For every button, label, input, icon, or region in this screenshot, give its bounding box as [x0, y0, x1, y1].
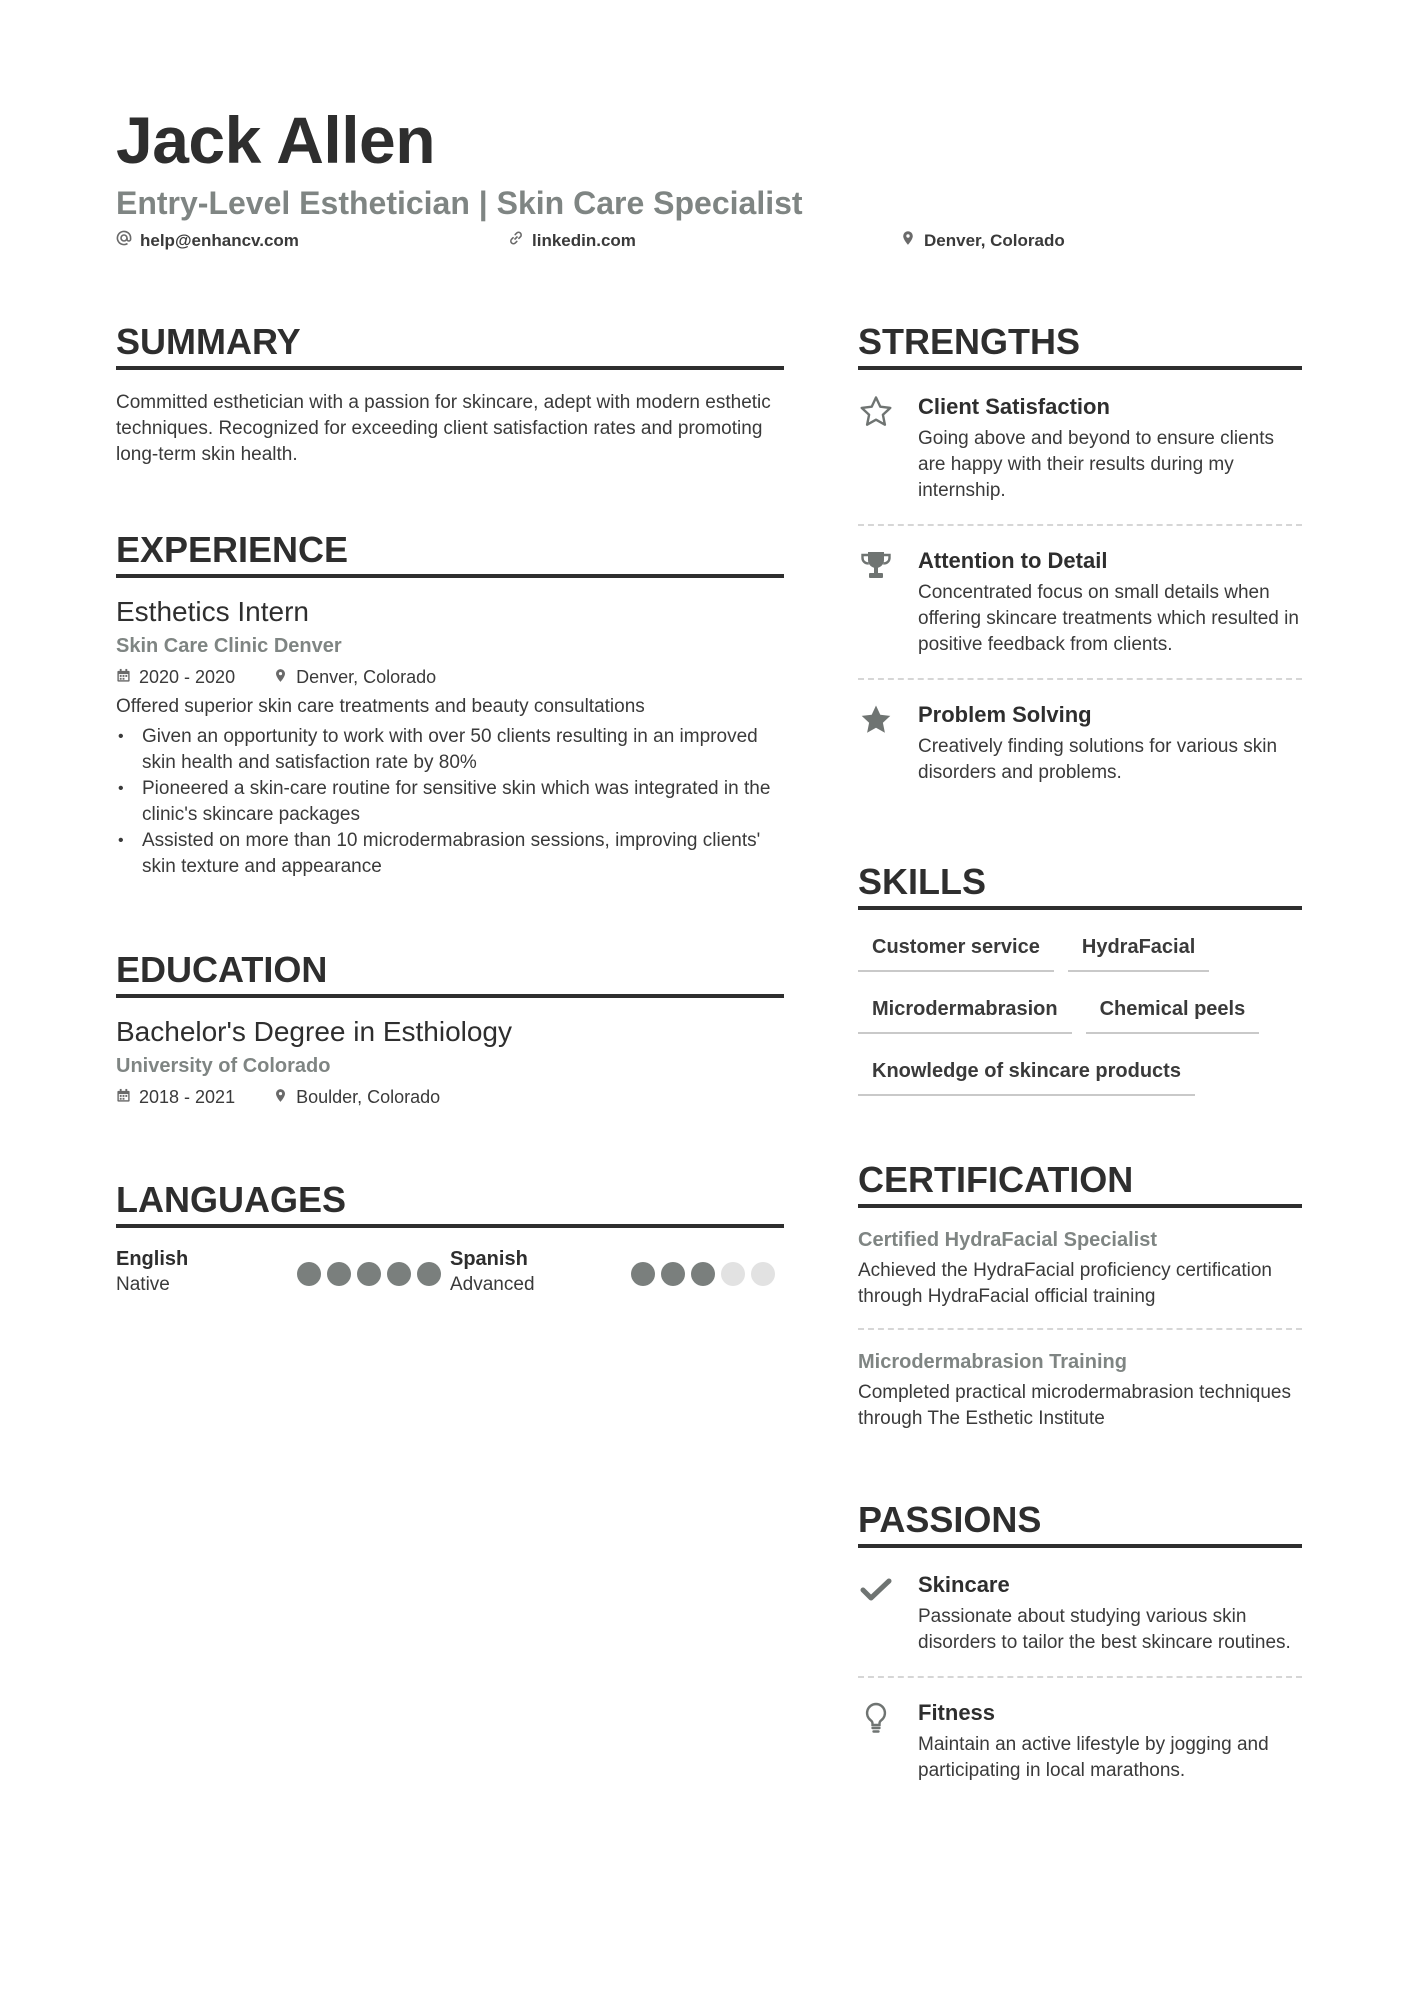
star-outline-icon — [858, 392, 918, 504]
strength-text: Creatively finding solutions for various skin disorders and problems. — [918, 736, 1278, 783]
link-icon — [508, 230, 524, 251]
job-role: Esthetics Intern — [116, 596, 309, 627]
language-rating — [297, 1262, 441, 1286]
passions-section — [858, 1498, 1302, 1804]
experience-item — [116, 594, 784, 880]
strength-text: Concentrated focus on small details when offering skincare treatments which resulted in positive feedback from clients. — [918, 582, 1299, 655]
trophy-icon — [858, 546, 918, 658]
education-meta — [116, 1084, 784, 1110]
rating-dot-filled — [297, 1262, 321, 1286]
passion-item — [858, 1678, 1302, 1804]
rating-dot-filled — [387, 1262, 411, 1286]
education-heading: EDUCATION — [116, 948, 784, 998]
experience-heading: EXPERIENCE — [116, 528, 784, 578]
passion-item — [858, 1550, 1302, 1678]
lightbulb-icon — [858, 1698, 918, 1784]
skill-tag: Knowledge of skincare products — [858, 1048, 1195, 1096]
rating-dot-empty — [721, 1262, 745, 1286]
summary-heading: SUMMARY — [116, 320, 784, 370]
certification-title: Microdermabrasion Training — [858, 1351, 1127, 1373]
degree: Bachelor's Degree in Esthiology — [116, 1016, 513, 1047]
strengths-section — [858, 320, 1302, 806]
education-item — [116, 1014, 784, 1110]
location-pin-icon — [273, 664, 288, 690]
language-name: Spanish — [450, 1248, 528, 1270]
education-dates: 2018 - 2021 — [139, 1087, 236, 1107]
strength-title: Problem Solving — [918, 702, 1092, 727]
language-level: Advanced — [450, 1274, 535, 1295]
job-dates: 2020 - 2020 — [139, 667, 236, 687]
language-name: English — [116, 1248, 189, 1270]
job-bullet: • Pioneered a skin-care routine for sensitive skin which was integrated in the clinic's skincare packages — [116, 776, 784, 828]
contact-linkedin[interactable] — [508, 230, 636, 251]
rating-dot-filled — [631, 1262, 655, 1286]
skill-tag: Microdermabrasion — [858, 986, 1072, 1034]
contact-location — [900, 230, 1065, 251]
passion-text: Passionate about studying various skin disorders to tailor the best skincare routines. — [918, 1606, 1291, 1653]
strength-text: Going above and beyond to ensure clients are happy with their results during my internship. — [918, 428, 1274, 501]
checkmark-icon — [858, 1570, 918, 1656]
job-bullet: • Given an opportunity to work with over 50 clients resulting in an improved skin health and satisfaction rate by 80% — [116, 724, 784, 776]
skills-heading: SKILLS — [858, 860, 1302, 910]
contact-email[interactable] — [116, 230, 299, 251]
certification-title: Certified HydraFacial Specialist — [858, 1229, 1158, 1251]
education-location: Boulder, Colorado — [296, 1087, 441, 1107]
summary-text: Committed esthetician with a passion for skincare, adept with modern esthetic techniques. Recognized for exceeding client satisfaction rates and promoting long-term skin health. — [116, 392, 771, 465]
at-icon — [116, 230, 132, 251]
summary-section — [116, 320, 784, 468]
experience-section — [116, 528, 784, 880]
language-rating — [631, 1262, 775, 1286]
calendar-icon — [116, 1084, 131, 1110]
education-section — [116, 948, 784, 1110]
strengths-heading: STRENGTHS — [858, 320, 1302, 370]
languages-list — [116, 1246, 784, 1298]
school: University of Colorado — [116, 1055, 331, 1077]
skills-list — [858, 924, 1302, 1110]
calendar-icon — [116, 664, 131, 690]
rating-dot-filled — [327, 1262, 351, 1286]
job-description: Offered superior skin care treatments and beauty consultations — [116, 696, 645, 717]
rating-dot-filled — [661, 1262, 685, 1286]
passion-text: Maintain an active lifestyle by jogging and participating in local marathons. — [918, 1734, 1269, 1781]
passion-title: Fitness — [918, 1700, 996, 1725]
certification-item — [858, 1208, 1302, 1330]
language-level: Native — [116, 1274, 170, 1295]
candidate-name: Jack Allen — [116, 103, 436, 177]
job-bullets — [116, 724, 784, 880]
passions-heading: PASSIONS — [858, 1498, 1302, 1548]
certification-section — [858, 1158, 1302, 1450]
languages-section — [116, 1178, 784, 1298]
rating-dot-empty — [751, 1262, 775, 1286]
candidate-title: Entry-Level Esthetician | Skin Care Specialist — [116, 185, 803, 221]
contact-linkedin-text: linkedin.com — [532, 230, 636, 250]
star-filled-icon — [858, 700, 918, 786]
skill-tag: Customer service — [858, 924, 1054, 972]
strength-item — [858, 372, 1302, 526]
language-item — [450, 1246, 784, 1298]
rating-dot-filled — [417, 1262, 441, 1286]
strength-item — [858, 680, 1302, 806]
skills-section — [858, 860, 1302, 1110]
job-meta — [116, 664, 784, 690]
skill-tag: HydraFacial — [1068, 924, 1209, 972]
job-company: Skin Care Clinic Denver — [116, 635, 342, 657]
contact-email-text: help@enhancv.com — [140, 230, 299, 250]
skill-tag: Chemical peels — [1086, 986, 1260, 1034]
location-pin-icon — [273, 1084, 288, 1110]
rating-dot-filled — [691, 1262, 715, 1286]
certification-heading: CERTIFICATION — [858, 1158, 1302, 1208]
certification-text: Achieved the HydraFacial proficiency certification through HydraFacial official training — [858, 1260, 1272, 1307]
strength-title: Client Satisfaction — [918, 394, 1110, 419]
languages-heading: LANGUAGES — [116, 1178, 784, 1228]
certification-item — [858, 1330, 1302, 1450]
certification-text: Completed practical microdermabrasion techniques through The Esthetic Institute — [858, 1382, 1291, 1429]
contact-location-text: Denver, Colorado — [924, 230, 1065, 250]
strength-item — [858, 526, 1302, 680]
language-item — [116, 1246, 450, 1298]
passion-title: Skincare — [918, 1572, 1010, 1597]
rating-dot-filled — [357, 1262, 381, 1286]
job-location: Denver, Colorado — [296, 667, 437, 687]
location-pin-icon — [900, 230, 916, 251]
job-bullet: • Assisted on more than 10 microdermabrasion sessions, improving clients' skin texture and appearance — [116, 828, 784, 880]
strength-title: Attention to Detail — [918, 548, 1108, 573]
